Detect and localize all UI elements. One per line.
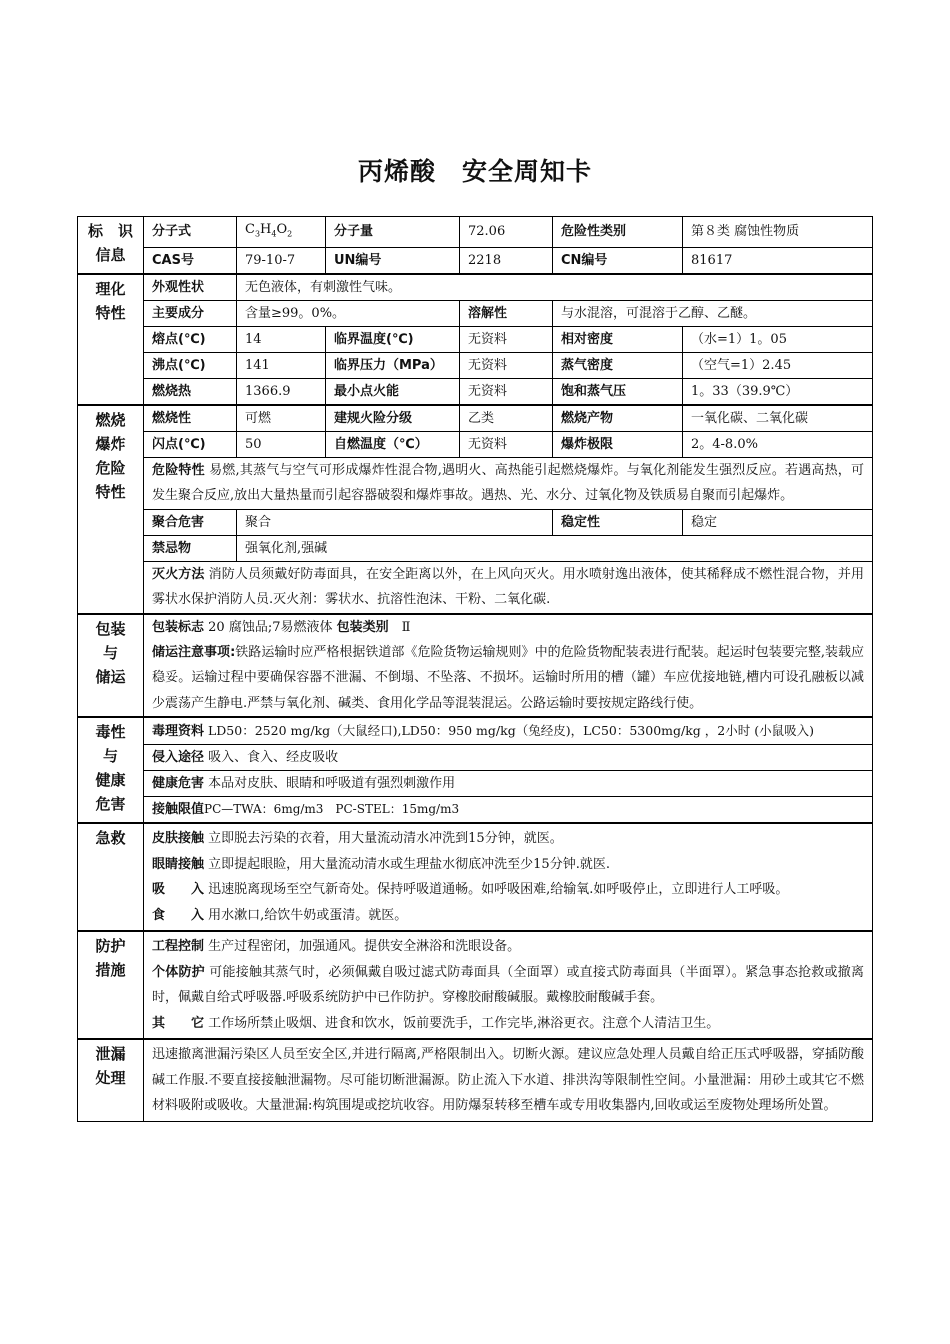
- safety-card-table: [77, 216, 873, 1122]
- polymer-hazard-value: 聚合: [237, 509, 553, 535]
- packaging-mark-value: 20 腐蚀品;7易燃液体: [204, 619, 337, 635]
- toxicology-data: [144, 717, 873, 745]
- exposure-route: [144, 745, 873, 771]
- cas-label: CAS号: [144, 247, 237, 274]
- storage-transport: [144, 640, 873, 718]
- ident-section-label: 标 识 信息: [78, 217, 144, 274]
- fire-grade-label: 建规火险分级: [326, 405, 460, 432]
- appearance-value: 无色液体，有刺激性气味。: [237, 274, 873, 301]
- first-aid: [144, 823, 873, 931]
- fire-comb-row: [78, 405, 873, 432]
- hazard-characteristics: [144, 457, 873, 509]
- hazard-characteristics-text: 易燃,其蒸气与空气可形成爆炸性混合物,遇明火、高热能引起燃烧爆炸。与氧化剂能发生强烈反应。若遇高热，可发生聚合反应,放出大量热量而引起容器破裂和爆炸事故。遇热、光、水分、过氧化物及铁质易自聚而引起爆炸。: [152, 462, 864, 504]
- phys-melt-row: [78, 326, 873, 352]
- fire-extinguish-row: [78, 561, 873, 614]
- vapor-density-value: （空气=1）2.45: [683, 352, 873, 378]
- exposure-route-label: 侵入途径: [152, 750, 205, 766]
- phys-section-label: 理化 特性: [78, 274, 144, 405]
- solubility-label: 溶解性: [460, 300, 553, 326]
- vapor-pressure-label: 饱和蒸气压: [553, 378, 683, 405]
- health-hazard-text: 本品对皮肤、眼睛和呼吸道有强烈刺激作用: [204, 776, 456, 792]
- extinguishing-text: 消防人员须戴好防毒面具，在安全距离以外，在上风向灭火。用水喷射逸出液体，使其稀释成不燃性混合物，并用雾状水保护消防人员.灭火剂：雾状水、抗溶性泡沫、干粉、二氧化碳.: [152, 566, 864, 608]
- mol-weight-label: 分子量: [326, 217, 460, 248]
- tox-section-label: 毒性 与 健康 危害: [78, 717, 144, 823]
- health-hazard: [144, 771, 873, 797]
- un-label: UN编号: [326, 247, 460, 274]
- exposure-route-text: 吸入、食入、经皮吸收: [204, 750, 339, 766]
- explosion-limit-label: 爆炸极限: [553, 431, 683, 457]
- vapor-density-label: 蒸气密度: [553, 352, 683, 378]
- phys-boil-row: [78, 352, 873, 378]
- formula-label: 分子式: [144, 217, 237, 248]
- boiling-point-value: 141: [237, 352, 326, 378]
- pack-section-label: 包装 与 储运: [78, 614, 144, 718]
- combustion-heat-value: 1366.9: [237, 378, 326, 405]
- leak-row: [78, 1039, 873, 1121]
- critical-temp-label: 临界温度(℃): [326, 326, 460, 352]
- critical-pressure-value: 无资料: [460, 352, 553, 378]
- exposure-limit-label: 接触限值: [152, 802, 205, 818]
- protect-row: [78, 931, 873, 1039]
- page-title: 丙烯酸 安全周知卡: [357, 157, 592, 186]
- pack-mark-row: [78, 614, 873, 640]
- boiling-point-label: 沸点(℃): [144, 352, 237, 378]
- exposure-limit-text: PC—TWA：6mg/m3 PC-STEL：15mg/m3: [204, 802, 460, 817]
- fire-flash-row: [78, 431, 873, 457]
- critical-pressure-label: 临界压力（MPa）: [326, 352, 460, 378]
- packaging-class-label: 包装类别: [336, 619, 389, 635]
- fire-section-label: 燃烧 爆炸 危险 特性: [78, 405, 144, 614]
- packaging-mark-label: 包装标志: [152, 619, 205, 635]
- cn-label: CN编号: [553, 247, 683, 274]
- fire-grade-value: 乙类: [460, 405, 553, 432]
- composition-value: 含量≥99。0%。: [237, 300, 460, 326]
- combustion-products-value: 一氧化碳、二氧化碳: [683, 405, 873, 432]
- skin-contact: 皮肤接触 立即脱去污染的衣着，用大量流动清水冲洗到15分钟，就医。: [152, 831, 563, 847]
- fire-polymer-row: [78, 509, 873, 535]
- melting-point-label: 熔点(℃): [144, 326, 237, 352]
- flammability-value: 可燃: [237, 405, 326, 432]
- cas-value: 79-10-7: [237, 247, 326, 274]
- engineering-control: 工程控制 生产过程密闭，加强通风。提供安全淋浴和洗眼设备。: [152, 939, 521, 955]
- tox-route-row: [78, 745, 873, 771]
- packaging-class-value: Ⅱ: [388, 619, 411, 635]
- protective-measures: [144, 931, 873, 1039]
- critical-temp-value: 无资料: [460, 326, 553, 352]
- stability-value: 稳定: [683, 509, 873, 535]
- toxicology-text: LD50：2520 mg/kg（大鼠经口),LD50：950 mg/kg（兔经皮)，LC50：5300mg/kg ，2小时 (小鼠吸入): [204, 723, 814, 739]
- storage-transport-text: 铁路运输时应严格根据铁道部《危险货物运输规则》中的危险货物配装表进行配装。起运时包装要完整,装载应稳妥。运输过程中要确保容器不泄漏、不倒塌、不坠落、不损坏。运输时所用的槽（罐）车应优接地链,槽内可设孔融板以减少震荡产生静电.严禁与氧化剂、碱类、食用化学品等混装混运。公路运输时要按规定路线行使。: [152, 644, 864, 711]
- mol-weight-value: 72.06: [460, 217, 553, 248]
- hazard-characteristics-label: 危险特性: [152, 462, 205, 478]
- extinguishing-label: 灭火方法: [152, 566, 205, 582]
- toxicology-label: 毒理资料: [152, 724, 205, 740]
- min-ignition-label: 最小点火能: [326, 378, 460, 405]
- personal-protection: 个体防护 可能接触其蒸气时，必须佩戴自吸过滤式防毒面具（全面罩）或直接式防毒面具（半面罩）。紧急事态抢救或撤离时，佩戴自给式呼吸器.呼吸系统防护中已作防护。穿橡胶耐酸碱服。戴橡胶耐酸碱手套。: [152, 964, 864, 1006]
- health-hazard-label: 健康危害: [152, 776, 205, 792]
- polymer-hazard-label: 聚合危害: [144, 509, 237, 535]
- ident-row-1: [78, 217, 873, 248]
- relative-density-label: 相对密度: [553, 326, 683, 352]
- autoignition-value: 无资料: [460, 431, 553, 457]
- combustion-heat-label: 燃烧热: [144, 378, 237, 405]
- aid-row: [78, 823, 873, 931]
- cn-value: 81617: [683, 247, 873, 274]
- vapor-pressure-value: 1。33（39.9℃）: [683, 378, 873, 405]
- solubility-value: 与水混溶，可混溶于乙醇、乙醚。: [553, 300, 873, 326]
- ident-row-2: [78, 247, 873, 274]
- incompatible-value: 强氧化剂,强碱: [237, 535, 873, 561]
- packaging-mark: [144, 614, 873, 640]
- flammability-label: 燃烧性: [144, 405, 237, 432]
- fire-incompat-row: [78, 535, 873, 561]
- phys-composition-row: [78, 300, 873, 326]
- protect-section-label: 防护 措施: [78, 931, 144, 1039]
- tox-limit-row: [78, 797, 873, 824]
- exposure-limit: [144, 797, 873, 824]
- tox-health-row: [78, 771, 873, 797]
- stability-label: 稳定性: [553, 509, 683, 535]
- ingestion: 食 入 用水漱口,给饮牛奶或蛋清。就医。: [152, 907, 408, 923]
- leak-disposal: 迅速撤离泄漏污染区人员至安全区,并进行隔离,严格限制出入。切断火源。建议应急处理人员戴自给正压式呼吸器，穿插防酸碱工作服.不要直接接触泄漏物。尽可能切断泄漏源。防止流入下水道、排洪沟等限制性空间。小量泄漏：用砂土或其它不燃材料吸附或吸收。大量泄漏:构筑围堤或挖坑收容。用防爆泵转移至槽车或专用收集器内,回收或运至废物处理场所处置。: [144, 1039, 873, 1121]
- hazard-class-value: 第８类 腐蚀性物质: [683, 217, 873, 248]
- extinguishing-method: [144, 561, 873, 614]
- phys-appearance-row: [78, 274, 873, 301]
- un-value: 2218: [460, 247, 553, 274]
- appearance-label: 外观性状: [144, 274, 237, 301]
- flash-point-label: 闪点(℃): [144, 431, 237, 457]
- explosion-limit-value: 2。4-8.0%: [683, 431, 873, 457]
- storage-transport-label: 储运注意事项:: [152, 644, 236, 660]
- melting-point-value: 14: [237, 326, 326, 352]
- composition-label: 主要成分: [144, 300, 237, 326]
- eye-contact: 眼睛接触 立即提起眼睑，用大量流动清水或生理盐水彻底冲洗至少15分钟.就医.: [152, 856, 610, 872]
- fire-hazard-row: [78, 457, 873, 509]
- tox-data-row: [78, 717, 873, 745]
- flash-point-value: 50: [237, 431, 326, 457]
- phys-heat-row: [78, 378, 873, 405]
- incompatible-label: 禁忌物: [144, 535, 237, 561]
- min-ignition-value: 无资料: [460, 378, 553, 405]
- pack-storage-row: [78, 640, 873, 718]
- combustion-products-label: 燃烧产物: [553, 405, 683, 432]
- formula-value: $C_3H_4O_2$: [237, 217, 326, 248]
- hazard-class-label: 危险性类别: [553, 217, 683, 248]
- aid-section-label: 急救: [78, 823, 144, 931]
- relative-density-value: （水=1）1。05: [683, 326, 873, 352]
- inhalation: 吸 入 迅速脱离现场至空气新奇处。保持呼吸道通畅。如呼吸困难,给输氧.如呼吸停止，立即进行人工呼吸。: [152, 882, 789, 898]
- autoignition-label: 自燃温度（℃）: [326, 431, 460, 457]
- leak-section-label: 泄漏 处理: [78, 1039, 144, 1121]
- other-protection: 其 它 工作场所禁止吸烟、进食和饮水，饭前要洗手，工作完毕,淋浴更衣。注意个人清洁卫生。: [152, 1015, 720, 1031]
